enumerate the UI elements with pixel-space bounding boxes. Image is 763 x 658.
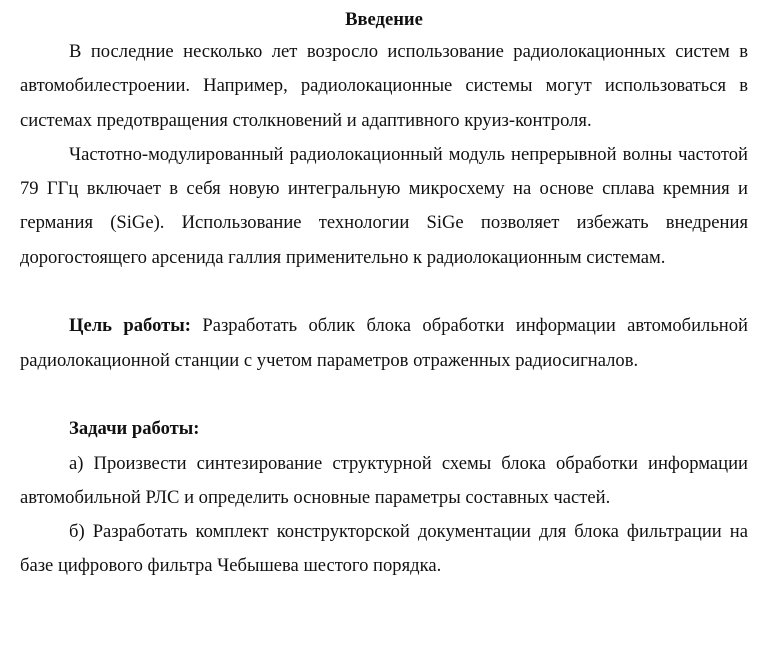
goal-label: Цель работы: xyxy=(69,315,191,337)
task-item-a: а) Произвести синтезирование структурной схемы блока обработки информации автомобильной РЛС и определить основные параметры составных частей. xyxy=(20,452,748,508)
document-page xyxy=(20,8,748,584)
task-item-b: б) Разработать комплект конструкторской документации для блока фильтрации на базе цифрового фильтра Чебышева шестого порядка. xyxy=(20,521,748,577)
tasks-heading xyxy=(20,412,748,446)
section-title: Введение xyxy=(345,9,423,30)
spacer xyxy=(20,378,748,412)
goal-text: Разработать облик блока обработки информации автомобильной радиолокационной станции с учетом параметров отраженных радиосигналов. xyxy=(20,315,748,371)
tasks-label: Задачи работы: xyxy=(69,418,200,440)
intro-paragraph-2: Частотно-модулированный радиолокационный модуль непрерывной волны частотой 79 ГГц включает в себя новую интегральную микросхему на основе сплава кремния и германия (SiGe). Использование технологии SiGe позволяет избежать внедрения дорогостоящего арсенида галлия применительно к радиолокационным системам. xyxy=(20,143,748,268)
spacer xyxy=(20,275,748,309)
goal-paragraph xyxy=(20,309,748,378)
intro-paragraph-1: В последние несколько лет возросло использование радиолокационных систем в автомобилестроении. Например, радиолокационные системы могут использоваться в системах предотвращения столкновений и адаптивного круиз-контроля. xyxy=(20,41,748,131)
